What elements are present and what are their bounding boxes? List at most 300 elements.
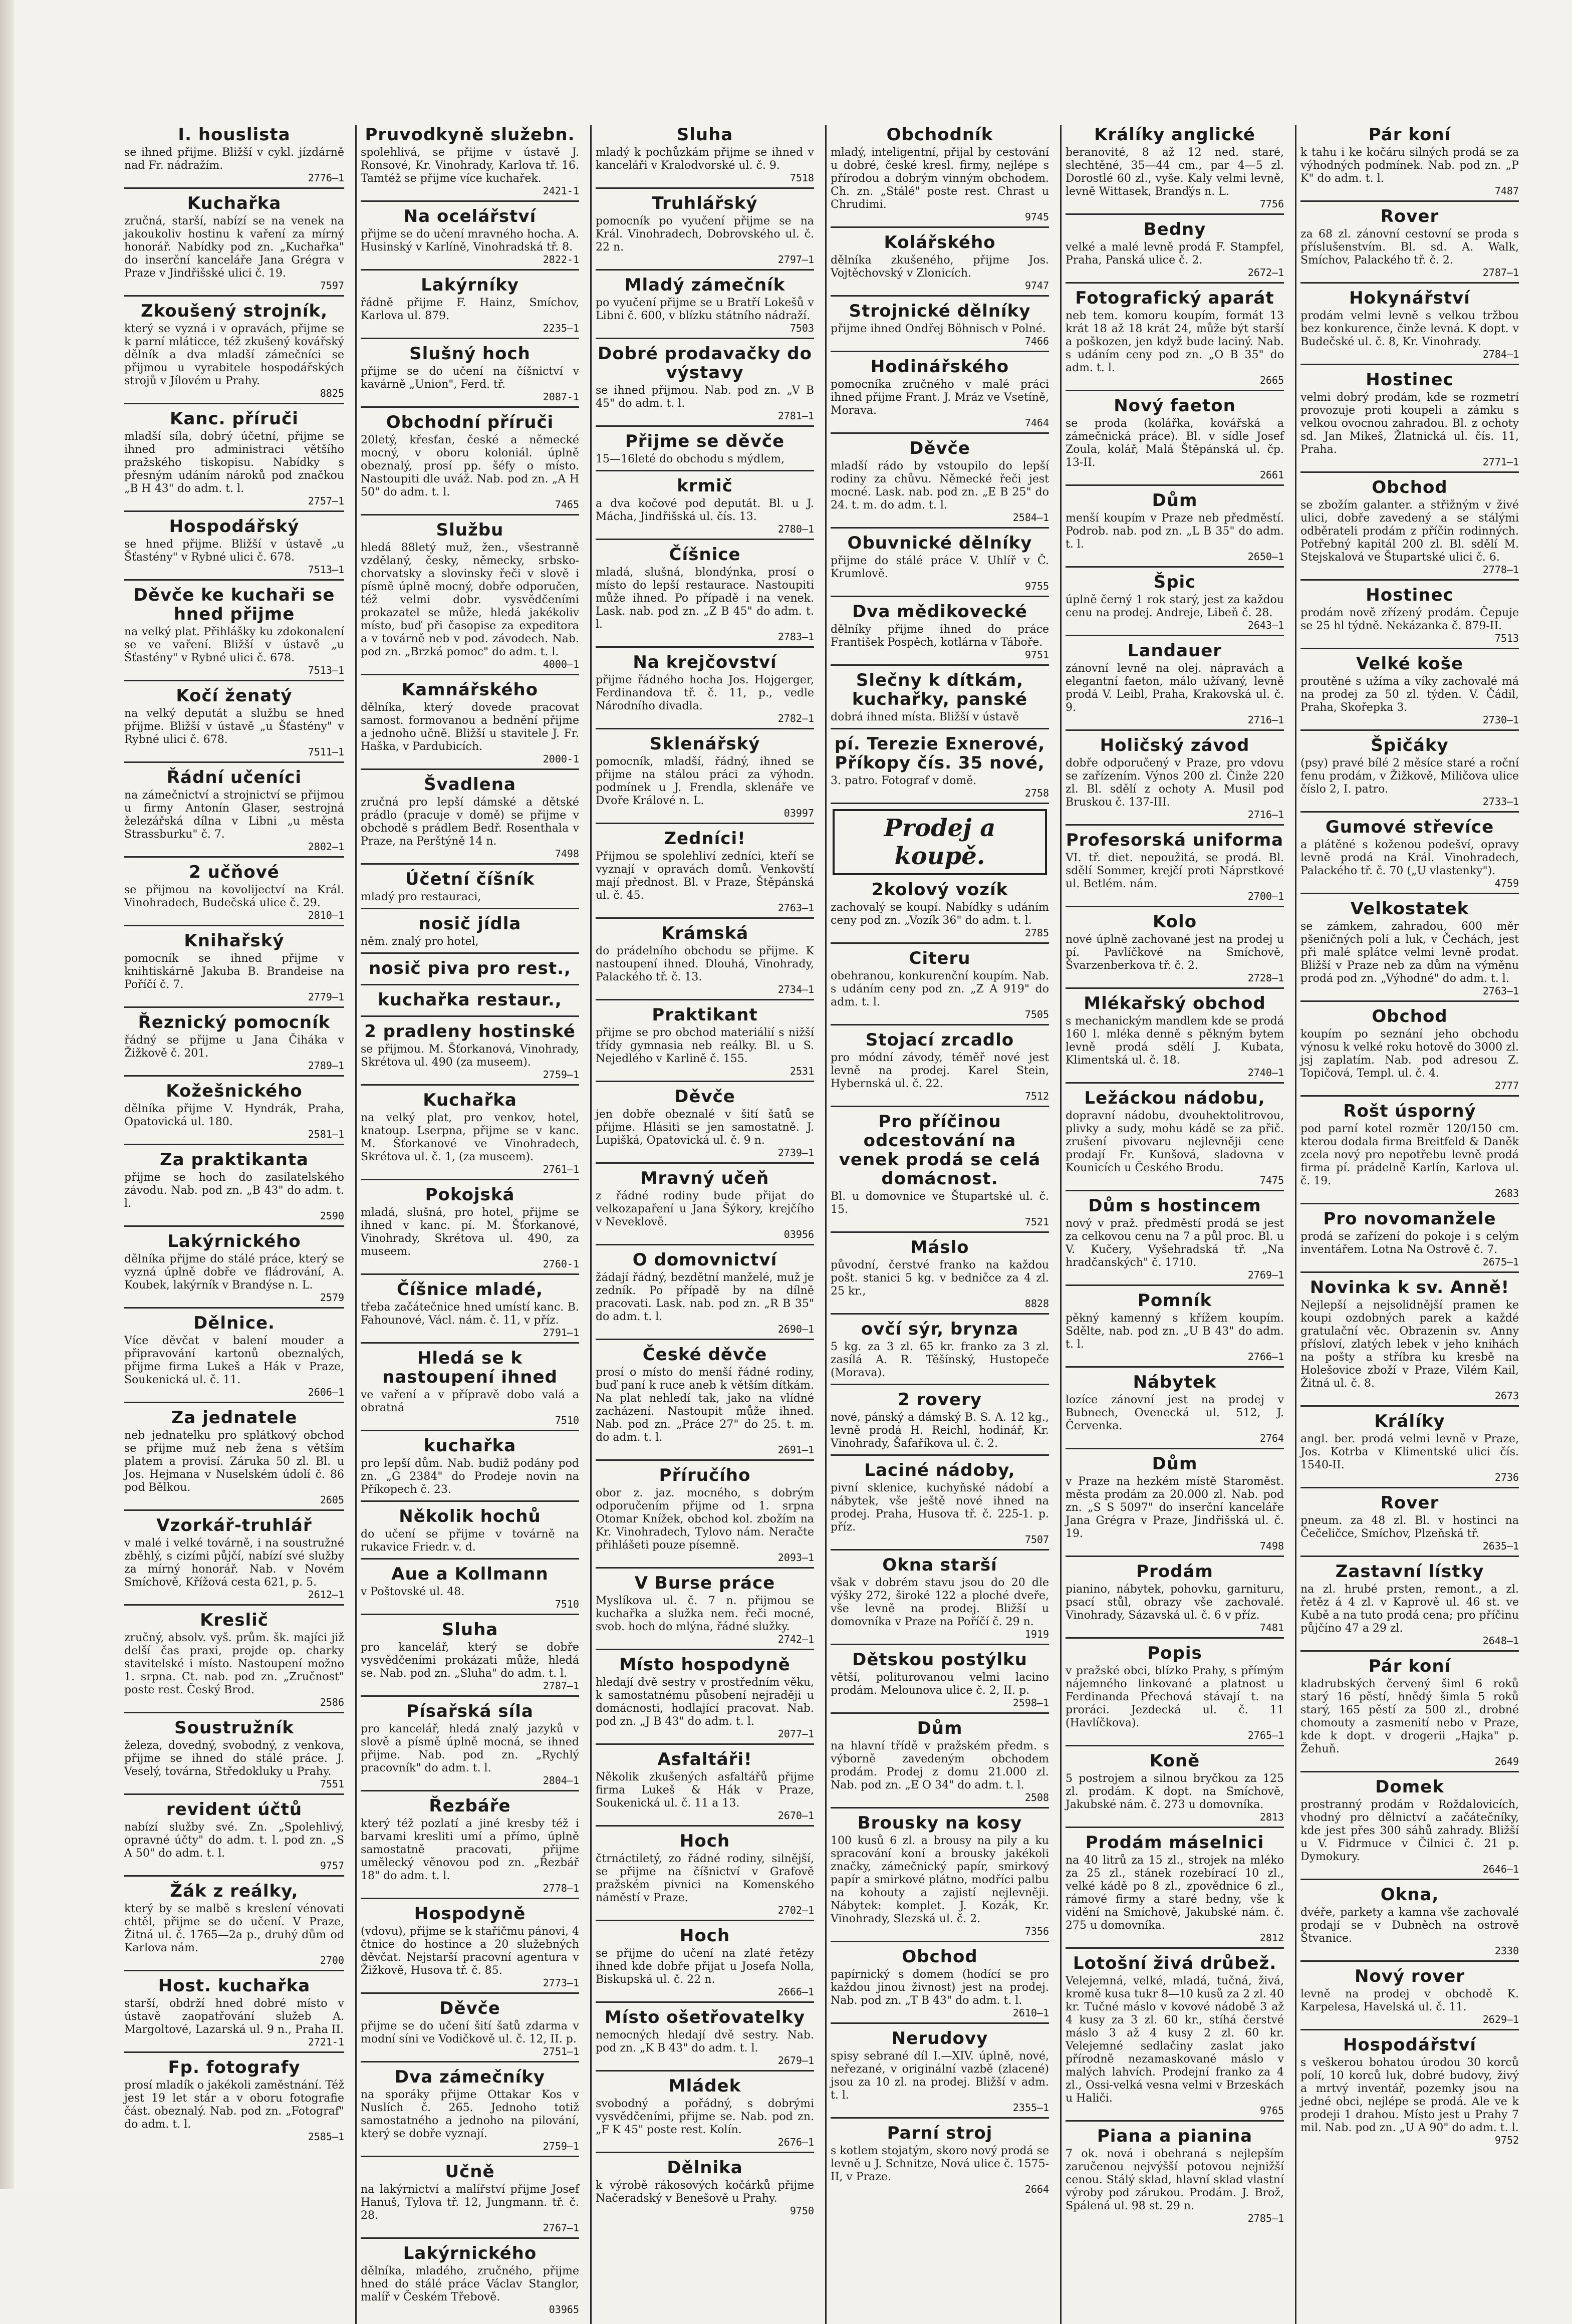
ad-reference-number: 7475 — [1259, 1174, 1284, 1186]
ad-body: dělníka, mladého, zručného, přijme hned do stálé práce Václav Stanglor, malíř v Českém Třebově. — [361, 2265, 579, 2303]
ad-reference-number: 2785 — [1024, 927, 1049, 939]
classified-ad — [1066, 1954, 1284, 2122]
classified-ad — [1066, 1196, 1284, 1286]
ad-reference-number: 2635—1 — [1482, 1540, 1519, 1552]
classified-ad — [1300, 1657, 1519, 1772]
ad-title: Mravný učeň — [640, 1168, 769, 1188]
ad-reference-number: 2093—1 — [777, 1552, 814, 1564]
ad-title: Knihařský — [184, 931, 285, 951]
ad-title: Novinka k sv. Anně! — [1309, 1277, 1510, 1298]
ad-title: Laciné nádoby, — [864, 1460, 1015, 1480]
ad-body: v Praze na hezkém místě Staroměst. města prodám za 20.000 zl. Nab. pod zn. „S S 5097" do inserční kanceláře Jana Grégra v Praze, Jindřišská ul. č. 19. — [1066, 1475, 1284, 1540]
ad-title: Hostinec — [1366, 370, 1454, 390]
section-heading: Prodej a koupě. — [884, 814, 996, 870]
ad-title: Krámská — [661, 923, 749, 943]
ad-reference-number: 2612—1 — [308, 1589, 344, 1601]
ad-title: Nový rover — [1354, 1966, 1465, 1986]
ad-body: úplně černý 1 rok starý, jest za každou cenu na prodej. Andreje, Libeň č. 28. — [1066, 594, 1284, 619]
ad-body: v malé i velké továrně, i na soustružné zběhlý, s cizími půjčí, nabízí své služby za mírný honorář. Nab. v Novém Smíchově, Křížová cesta 621, p. 5. — [124, 1537, 344, 1589]
ad-body: velké a malé levně prodá F. Stampfel, Praha, Panská ulice č. 2. — [1066, 241, 1284, 267]
ad-reference-number: 2679—1 — [777, 2054, 814, 2067]
classified-columns — [120, 125, 1523, 2315]
classified-ad — [124, 768, 344, 858]
ad-body: přijme se do učení mravného hocha. A. Husinský v Karlíně, Vinohradská tř. 8. — [361, 228, 579, 253]
column-6 — [1295, 125, 1523, 2324]
ad-title: Pár koní — [1368, 125, 1451, 145]
ad-body: neb tem. komoru koupím, formát 13 krát 18 až 18 krát 24, může být starší a poškozen, jen když bude laciný. Nab. s udáním ceny pod zn. „O B 35" do adm. t. l. — [1066, 310, 1284, 374]
ad-reference-number: 03956 — [783, 1228, 814, 1240]
ad-body: prodám nově zřízený prodám. Čepuje se 25 hl týdně. Nekázanka č. 879-II. — [1300, 607, 1519, 632]
classified-ad — [1300, 478, 1519, 581]
ad-title: Lakýrnického — [403, 2243, 537, 2263]
ad-body: ve vaření a v přípravě dobo valá a obratná — [361, 1389, 579, 1414]
classified-ad — [831, 1556, 1049, 1645]
ad-title: Ležáckou nádobu, — [1084, 1088, 1265, 1108]
ad-reference-number: 2661 — [1259, 469, 1284, 481]
ad-title: Kamnářského — [401, 680, 539, 700]
ad-title: Děvče — [674, 1087, 735, 1107]
classified-ad — [596, 1574, 814, 1650]
ad-body: v Poštovské ul. 48. — [361, 1586, 465, 1598]
ad-body: a plátěné s koženou podešví, opravy levně prodá na Král. Vinohradech, Palackého tř. č. 70 („U vlastenky"). — [1300, 839, 1519, 877]
classified-ad — [831, 2029, 1049, 2119]
ad-title: Kočí ženatý — [176, 686, 293, 706]
ad-title: Hospodářský — [169, 517, 300, 537]
ad-title: Zkoušený strojník, — [140, 301, 328, 321]
ad-title: Špičáky — [1371, 735, 1449, 755]
ad-reference-number: 2791—1 — [543, 1327, 579, 1339]
classified-ad — [831, 602, 1049, 666]
classified-ad — [831, 671, 1049, 729]
ad-body: z řádné rodiny bude přijat do velkozapaření u Jana Šýkory, krejčího v Neveklově. — [596, 1190, 814, 1228]
ad-reference-number: 2584—1 — [1012, 511, 1049, 524]
ad-body: dělníka přijme do stálé práce, který se vyzná úplně dobře ve fládrování, A. Koubek, lakýrník v Brandýse n. L. — [124, 1253, 344, 1292]
ad-title: Pro novomanžele — [1323, 1209, 1496, 1229]
ad-body: něm. znalý pro hotel, — [361, 935, 479, 948]
ad-body: neb jednatelku pro splátkový obchod se přijme muž neb žena s větším platem a provisí. Záruka 50 zl. Bl. u Jos. Hejmana v Nuselském údolí č. 86 pod Bělkou. — [124, 1429, 344, 1494]
classified-ad — [361, 1565, 579, 1615]
ad-reference-number: 2355—1 — [1012, 2102, 1049, 2114]
ad-body: 7 ok. nová i obehraná s nejlepším zaručenou nejvýšší potovou nejnižší cenou. Stálý sklad, hlavní sklad vlastní výroby pod zárukou. Prodám. J. Brož, Spálená ul. 98 st. 29 n. — [1066, 2148, 1284, 2212]
ad-reference-number: 7756 — [1259, 198, 1284, 210]
ad-title: Holičský závod — [1100, 735, 1250, 755]
ad-reference-number: 2673 — [1494, 1390, 1519, 1402]
ad-title: Mládek — [668, 2076, 741, 2096]
ad-body: přijme ihned Ondřej Böhnisch v Polné. — [831, 323, 1046, 335]
classified-ad — [596, 1466, 814, 1569]
ad-reference-number: 2581—1 — [308, 1128, 344, 1140]
ad-body: proutěné s užíma a víky zachovalé má na prodej za 50 zl. týden. V. Čádil, Praha, Skořepka 3. — [1300, 675, 1519, 714]
classified-ad — [1066, 1562, 1284, 1639]
ad-title: Obchod — [1372, 477, 1448, 497]
ad-body: se přijme do učení na zlaté řetězy ihned kde dobře přijat u Josefa Nolla, Biskupská ul. č. 22 n. — [596, 1947, 814, 1986]
ad-reference-number: 2766—1 — [1247, 1351, 1284, 1363]
ad-reference-number: 2700—1 — [1247, 890, 1284, 902]
ad-reference-number: 2665 — [1259, 374, 1284, 386]
ad-title: České děvče — [642, 1345, 767, 1365]
ad-reference-number: 7464 — [1024, 417, 1049, 429]
ad-title: Pruvodkyně služebn. — [365, 125, 575, 145]
classified-ad — [1066, 125, 1284, 215]
classified-ad — [361, 680, 579, 770]
ad-reference-number: 7498 — [1259, 1540, 1284, 1552]
classified-ad — [361, 2162, 579, 2239]
ad-body: žádají řádný, bezdětní manželé, muž je zedník. Po případě by na dílně pracovati. Lask. nab. pod zn. „R B 35" do adm. t. l. — [596, 1271, 814, 1323]
ad-body: obor z. jaz. mocného, s dobrým odporučením přijme od 1. srpna Otomar Knížek, obchod kol. zbožím na Kr. Vinohradech, Tylovo nám. Neračte přihlášeti pouze písemně. — [596, 1487, 814, 1552]
ad-body: koupím po seznání jeho obchodu výnosu k velké roku hotově do 3000 zl. jsj zaplatím. Nab. pod adresou Z. Topičová, Templ. ul. č. 4. — [1300, 1028, 1519, 1080]
classified-ad — [1066, 912, 1284, 989]
ad-title: Dům — [1152, 1454, 1198, 1474]
ad-reference-number: 2675—1 — [1482, 1256, 1519, 1268]
classified-ad — [596, 1750, 814, 1827]
classified-ad — [1066, 2127, 1284, 2228]
ad-title: Děvče — [909, 438, 970, 458]
classified-ad — [1066, 289, 1284, 391]
column-1 — [120, 125, 348, 2324]
classified-ad — [596, 432, 814, 471]
ad-title: V Burse práce — [634, 1573, 775, 1593]
classified-ad — [124, 1314, 344, 1403]
ad-body: prosí o místo do menší řádné rodiny, buď paní k ruce aneb k větším dítkám. Na plat nehledí tak, jako na vlídné zacházení. Nastoupit může ihned. Nab. pod zn. „Práce 27" do 25. t. m. do adm. t. l. — [596, 1366, 814, 1444]
ad-body: pomocník, mladší, řádný, ihned se přijme na stálou práci za výhodn. podmínek u J. Frendla, sklenáře ve Dvoře Králové n. L. — [596, 755, 814, 807]
ad-reference-number: 2716—1 — [1247, 714, 1284, 726]
classified-ad — [1066, 994, 1284, 1084]
ad-reference-number: 2776—1 — [308, 172, 344, 184]
ad-title: Profesorská uniforma — [1066, 830, 1284, 850]
ad-reference-number: 2087-1 — [543, 391, 579, 403]
classified-ad — [1300, 2035, 1519, 2150]
ad-body: přijme řádného hocha Jos. Hojgerger, Ferdinandova tř. č. 11, p., vedle Národního divadla. — [596, 674, 814, 712]
ad-body: řádný se přijme u Jana Čiháka v Žižkově č. 201. — [124, 1034, 344, 1060]
ad-title: Piana a pianina — [1097, 2126, 1253, 2146]
ad-title: Rošt úsporný — [1343, 1101, 1476, 1121]
ad-body: velmi dobrý prodám, kde se rozmetrí provozuje proti koupeli a zámku s velkou ovocnou zahradou. Bl. z ochoty sd. Jan Mikeš, Žlatnická ul. čís. 11, Praha. — [1300, 391, 1519, 456]
ad-title: Sklenářský — [649, 734, 760, 754]
ad-title: pí. Terezie Exnerové, Příkopy čís. 35 nové, — [834, 734, 1045, 773]
classified-ad — [596, 1005, 814, 1082]
ad-body: dělníka, který dovede pracovat samost. formovanou a bednění přijme a jednoho učně. Bližší u stavitele J. Fr. Haška, v Pardubicích. — [361, 701, 579, 753]
ad-title: Fp. fotografy — [168, 2057, 301, 2078]
classified-ad — [361, 344, 579, 408]
ad-body: nové, pánský a dámský B. S. A. 12 kg., levně prodá H. Reichl, hodinář, Kr. Vinohrady, Šafaříkova ul. č. 2. — [831, 1411, 1049, 1450]
classified-ad — [361, 276, 579, 339]
ad-reference-number: 2757—1 — [308, 495, 344, 507]
classified-ad — [361, 1620, 579, 1697]
ad-reference-number: 4759 — [1494, 877, 1519, 889]
ad-title: nosič jídla — [418, 914, 521, 934]
ad-reference-number: 9751 — [1024, 649, 1049, 661]
ad-title: Obchod — [902, 1947, 978, 1967]
ad-title: 2 pradleny hostinské — [364, 1021, 576, 1042]
ad-body: s veškerou bohatou úrodou 30 korců polí, 10 korců luk, dobré budovy, živý a mrtvý inventář, pozemky jsou na jedné obci, nejlépe se prodá. Ale ve k prodeji 1 drahou. Místo jest u Prahy 7 mil. Nab. pod zn. „U A 90" do adm. t. l. — [1300, 2056, 1519, 2134]
ad-reference-number: 2759—1 — [543, 1069, 579, 1081]
ad-body: dělníka zkušeného, přijme Jos. Vojtěchovský v Zlonicích. — [831, 254, 1049, 280]
ad-body: na sporáky přijme Ottakar Kos v Nuslích č. 265. Jednoho totiž samostatného a jednoho na pilování, který se dobře vyznají. — [361, 2089, 579, 2140]
ad-title: Žák z reálky, — [170, 1881, 299, 1901]
ad-reference-number: 2648—1 — [1482, 1635, 1519, 1647]
ad-title: Hospodářství — [1343, 2035, 1477, 2055]
ad-body: přijme se hoch do zasilatelského závodu. Nab. pod zn. „B 43" do adm. t. l. — [124, 1171, 344, 1210]
ad-title: krmič — [677, 476, 733, 496]
ad-reference-number: 2676—1 — [777, 2136, 814, 2148]
ad-reference-number: 2579 — [320, 1292, 344, 1304]
classified-ad — [596, 125, 814, 189]
ad-body: dělníky přijme ihned do práce František Pospěch, kotlárna v Táboře. — [831, 623, 1049, 649]
ad-reference-number: 2813 — [1259, 1811, 1284, 1823]
ad-body: hledá 88letý muž, žen., všestranně vzdělaný, česky, německy, srbsko-chorvatsky a slovinsky řeči v slově i písmě úplně mocný, dobře odporučen, též velmi dobr. vysvědčeními prokazatel se může, hledá jakékoliv místo, buď při časopise za expeditora a v továrně neb v pod. závodech. Nab. pod zn. „Brzká pomoc" do adm. t. l. — [361, 542, 579, 658]
classified-ad — [124, 517, 344, 581]
classified-ad — [596, 276, 814, 339]
ad-body: zručný, absolv. vyš. prům. šk. majíci již delší čas praxi, projde op. charky stavitelské i místo. Nastoupení možno 1. srpna. Ct. nab. pod zn. „Zručnost" poste rest. Český Brod. — [124, 1632, 344, 1696]
ad-body: k tahu i ke kočáru silných prodá se za výhodných podmínek. Nab. pod zn. „P K" do adm. t. l. — [1300, 146, 1519, 185]
section-heading-box — [833, 809, 1047, 875]
ad-body: dělníka přijme V. Hyndrák, Praha, Opatovická ul. 180. — [124, 1103, 344, 1128]
classified-ad — [1300, 1885, 1519, 1962]
ad-reference-number: 2758 — [1024, 787, 1049, 799]
column-5 — [1060, 125, 1288, 2324]
ad-body: beranovité, 8 až 12 ned. staré, slechtěné, 35—44 cm., par 4—5 zl. Dorostlé 60 zl., vyše. Kaly velmi levně, levně Wittasek, Branďýs n. L. — [1066, 146, 1284, 198]
ad-title: Okna, — [1380, 1885, 1439, 1905]
ad-reference-number: 7487 — [1494, 185, 1519, 197]
ad-body: pivní sklenice, kuchyňské nádobí a nábytek, vše ještě nové ihned na prodej. Praha, Husova tř. č. 225-1. p. příz. — [831, 1482, 1049, 1533]
ad-title: Na krejčovství — [633, 652, 777, 672]
ad-reference-number: 9747 — [1024, 280, 1049, 292]
ad-title: Strojnické dělníky — [849, 301, 1031, 321]
ad-reference-number: 7505 — [1024, 1008, 1049, 1020]
classified-ad — [1066, 1454, 1284, 1557]
ad-body: Přijmou se spolehliví zedníci, kteří se vyznají v opravách domů. Venkovští mají přednost. Bl. v Praze, Štěpánská ul. č. 45. — [596, 850, 814, 902]
ad-title: O domovnictví — [632, 1250, 777, 1270]
ad-title: Kolářského — [884, 232, 996, 252]
ad-body: se zámkem, zahradou, 600 měr pšeničných polí a luk, v Čechách, jest při malé splátce velmi levně prodat. Bližší v Praze neb za dům na výměnu prodá pod zn. „Výhodné" do adm. t. l. — [1300, 920, 1519, 985]
ad-body: nabízí služby své. Zn. „Spolehlivý, opravné účty" do adm. t. l. pod zn. „S A 50" do adm. t. l. — [124, 1821, 344, 1860]
ad-title: Host. kuchařka — [158, 1976, 311, 1996]
ad-reference-number: 03965 — [549, 2303, 579, 2315]
column-3 — [590, 125, 818, 2324]
ad-body: který se vyzná i v opravách, přijme se k parní mláticce, též zkušený kovářský dělník a dva mladší zámečníci se přijmou u vyrabitele hospodářských strojů v Jílovém u Prahy. — [124, 323, 344, 387]
ad-reference-number: 2822-1 — [543, 253, 579, 266]
classified-ad — [124, 931, 344, 1008]
classified-ad — [831, 2124, 1049, 2199]
page-binding-edge — [0, 0, 14, 2189]
classified-ad — [831, 1030, 1049, 1107]
ad-body: na velký deputát a službu se hned přijme. Bližší v ústavě „u Šťastény" v Rybné ulici č. 678. — [124, 707, 344, 746]
classified-ad — [124, 194, 344, 297]
ad-reference-number: 7510 — [555, 1414, 579, 1426]
classified-ad — [1300, 1412, 1519, 1488]
classified-ad — [361, 990, 579, 1017]
ad-reference-number: 7466 — [1024, 335, 1049, 347]
ad-title: Sluha — [676, 125, 733, 145]
ad-title: Nový faeton — [1114, 396, 1236, 416]
ad-body: pod parní kotel rozměr 120/150 cm. kterou dodala firma Breitfeld & Daněk zcela nový pro nepotřebu levně prodá firma pí. prádelně Karlín, Karlova ul. č. 19. — [1300, 1123, 1519, 1187]
ad-title: Kuchařka — [187, 193, 282, 213]
ad-reference-number: 2742—1 — [777, 1633, 814, 1645]
ad-reference-number: 2780—1 — [777, 523, 814, 535]
ad-reference-number: 2804—1 — [543, 1774, 579, 1786]
ad-body: větší, politurovanou velmi lacino prodám. Melounova ulice č. 2, II. p. — [831, 1671, 1049, 1697]
ad-title: Službu — [436, 520, 504, 540]
ad-body: na velký plat. Přihlášky ku zdokonalení se ve vaření. Bližší v ústavě „u Šťastény" v Rybné ulici č. 678. — [124, 626, 344, 664]
ad-reference-number: 7356 — [1024, 1925, 1049, 1937]
ad-body: po vyučení přijme se u Bratří Lokešů v Libni č. 600, v blízku státního nádraží. — [596, 297, 814, 322]
classified-ad — [596, 653, 814, 729]
ad-body: zručná, starší, nabízí se na venek na jakoukoliv hostinu k vaření za mírný honorář. Nabídky pod zn. „Kuchařka" do inserční kanceláře Jana Grégra v Praze v Jindřišské ulici č. 19. — [124, 215, 344, 280]
ad-body: pianino, nábytek, pohovku, garnituru, psací stůl, obrazy vše zachovalé. Vinohrady, Sázavská ul. č. 6 v příz. — [1066, 1583, 1284, 1622]
classified-ad — [1300, 1493, 1519, 1557]
ad-title: revident účtů — [166, 1799, 303, 1820]
ad-reference-number: 2606—1 — [308, 1386, 344, 1398]
ad-title: Sluha — [441, 1620, 498, 1640]
ad-reference-number: 2586 — [320, 1696, 344, 1708]
ad-reference-number: 7507 — [1024, 1533, 1049, 1545]
classified-ad — [361, 521, 579, 675]
ad-title: Číšnice — [669, 545, 741, 565]
ad-body: k výrobě rákosových kočárků přijme Načeradský v Benešově u Prahy. — [596, 2179, 814, 2205]
ad-body: pro módní závody, téměř nové jest levně na prodej. Karel Stein, Hybernská ul. č. 22. — [831, 1052, 1049, 1090]
classified-ad — [361, 1185, 579, 1275]
ad-body: zánovní levně na olej. nápravách a elegantní faeton, málo užívaný, levně prodá V. Leibl, Praha, Krakovská ul. č. 9. — [1066, 662, 1284, 714]
ad-title: Kuchařka — [423, 1090, 517, 1110]
ad-title: Hledá se k nastoupení ihned — [382, 1348, 558, 1387]
ad-title: Příručího — [659, 1465, 751, 1485]
ad-reference-number: 2629—1 — [1482, 2013, 1519, 2025]
ad-reference-number: 2531 — [790, 1065, 814, 1077]
ad-body: dvéře, parkety a kamna vše zachovalé prodají se v Dubněch na ostrově Štvanice. — [1300, 1906, 1519, 1945]
ad-title: Praktikant — [652, 1005, 758, 1025]
classified-ad — [124, 686, 344, 763]
ad-reference-number: 2771—1 — [1482, 456, 1519, 468]
ad-body: se přijmou. M. Šťorkanová, Vinohrady, Skrétova ul. 490 (za museem). — [361, 1043, 579, 1069]
classified-ad — [596, 344, 814, 427]
ad-title: Dětskou postýlku — [852, 1650, 1027, 1670]
ad-reference-number: 2700 — [320, 1954, 344, 1966]
ad-title: Pomník — [1137, 1290, 1212, 1311]
ad-title: Hoch — [679, 1831, 730, 1851]
ad-title: Dělnika — [667, 2158, 743, 2178]
ad-reference-number: 2733—1 — [1482, 796, 1519, 808]
classified-ad — [1300, 818, 1519, 894]
ad-body: starší, obdrží hned dobré místo v ústavě zaopatřování služeb A. Margoltové, Lazarská ul. 9 n., Praha II. — [124, 1997, 344, 2036]
ad-reference-number: 2778—1 — [543, 1882, 579, 1894]
classified-ad — [1300, 125, 1519, 202]
ad-body: mladá, slušná, pro hotel, přijme se ihned v kanc. pí. M. Šťorkanové, Vinohrady, Skrétova ul. 490, za museem. — [361, 1206, 579, 1258]
classified-ad — [361, 1022, 579, 1086]
ad-reference-number: 2508 — [1024, 1791, 1049, 1803]
classified-ad — [1300, 1967, 1519, 2030]
ad-title: kuchařka restaur., — [378, 990, 562, 1010]
classified-ad — [361, 2068, 579, 2157]
ad-title: Kolo — [1152, 912, 1197, 932]
ad-body: pomocníka zručného v malé práci ihned přijme Frant. J. Mráz ve Vsetíně, Morava. — [831, 378, 1049, 417]
ad-title: Popis — [1147, 1643, 1202, 1663]
classified-ad — [596, 2158, 814, 2220]
classified-ad — [124, 1976, 344, 2053]
ad-body: pěkný kamenný s křížem koupím. Sdělte, nab. pod zn. „U B 43" do adm. t. l. — [1066, 1312, 1284, 1351]
ad-reference-number: 8828 — [1024, 1298, 1049, 1310]
ad-title: Dům s hostincem — [1088, 1196, 1261, 1216]
classified-ad — [1066, 573, 1284, 636]
ad-body: mladší rádo by vstoupilo do lepší rodiny za chůvu. Německé řeči jest mocné. Lask. nab. pod zn. „E B 25" do 24. t. m. do adm. t. l. — [831, 460, 1049, 511]
ad-reference-number: 2765—1 — [1247, 1729, 1284, 1741]
ad-body: kladrubských červený šiml 6 roků starý 16 pěstí, hnědý šimla 5 roků starý, 165 pěstí za 500 zl., drobné chomouty a zasmenití nebo v Praze, kde k dopt. v drogerii „Hajka" p. Žehuň. — [1300, 1678, 1519, 1755]
ad-title: Švadlena — [424, 774, 516, 795]
ad-reference-number: 7465 — [555, 498, 579, 510]
ad-reference-number: 7521 — [1024, 1216, 1049, 1228]
ad-title: Králíky — [1374, 1411, 1445, 1431]
classified-ad — [361, 1999, 579, 2062]
ad-reference-number: 2670—1 — [777, 1810, 814, 1822]
classified-ad — [124, 1882, 344, 1971]
ad-reference-number: 2421-1 — [543, 185, 579, 197]
ad-title: Dva zámečníky — [394, 2067, 546, 2087]
ad-title: Koně — [1149, 1751, 1200, 1771]
ad-body: Myslíkova ul. č. 7 n. přijmou se kuchařka a služka nem. řeči mocné, svob. hoch do mlýna, řádné služky. — [596, 1595, 814, 1633]
classified-ad — [831, 1650, 1049, 1714]
classified-ad — [361, 914, 579, 954]
ad-body: na 40 litrů za 15 zl., strojek na mléko za 25 zl., stánek rozebírací 10 zl., velké kádě po 8 zl., zpovědnice 6 zl., rámové firmy a staré bedny, vše k vidění na Smíchově, Jakubské nám. č. 275 u domovníka. — [1066, 1854, 1284, 1932]
ad-title: Máslo — [910, 1237, 969, 1257]
classified-ad — [124, 302, 344, 404]
classified-ad — [1066, 641, 1284, 731]
classified-ad — [1066, 831, 1284, 907]
ad-reference-number: 2783—1 — [777, 631, 814, 643]
ad-title: Zastavní lístky — [1335, 1562, 1484, 1582]
classified-ad — [124, 1718, 344, 1795]
ad-body: se přijmou na kovolijectví na Král. Vinohradech, Budečská ulice č. 29. — [124, 884, 344, 909]
classified-ad — [596, 2008, 814, 2072]
ad-reference-number: 2702—1 — [777, 1904, 814, 1916]
classified-ad — [831, 1719, 1049, 1809]
ad-title: 2 učňové — [189, 862, 280, 882]
ad-title: Lakýrníky — [421, 275, 519, 295]
ad-reference-number: 2650—1 — [1247, 551, 1284, 563]
ad-body: hledají dvě sestry v prostředním věku, k samostatnému působení nejraději u domácnosti, hodlající pracovat. Nab. pod zn. „J B 43" do adm. t. l. — [596, 1676, 814, 1728]
ad-reference-number: 2740—1 — [1247, 1067, 1284, 1079]
ad-reference-number: 2763—1 — [777, 902, 814, 914]
ad-title: Stojací zrcadlo — [865, 1030, 1014, 1050]
ad-title: kuchařka — [423, 1436, 516, 1456]
ad-reference-number: 2598—1 — [1012, 1697, 1049, 1709]
ad-body: Několik zkušených asfaltářů přijme firma Lukeš & Hák v Praze, Soukenická ul. č. 11 a 13. — [596, 1771, 814, 1810]
ad-reference-number: 2787—1 — [1482, 267, 1519, 279]
ad-body: v pražské obci, blízko Prahy, s přímým nájemného linkované a platnost u Ferdinanda Přechová stávají t. na proráci. Jezdecká ul. č. 11 (Havlíčkova). — [1066, 1665, 1284, 1729]
ad-reference-number: 2778—1 — [1482, 564, 1519, 576]
ad-title: Nábytek — [1133, 1372, 1217, 1392]
ad-reference-number: 9750 — [790, 2205, 814, 2217]
ad-body: VI. tř. diet. nepoužitá, se prodá. Bl. sdělí Sommer, krejčí proti Náprstkové ul. Betlém. nám. — [1066, 852, 1284, 890]
classified-ad — [1300, 1007, 1519, 1097]
ad-title: Špic — [1153, 572, 1196, 592]
ad-reference-number: 2777 — [1494, 1080, 1519, 1092]
ad-body: dobře odporučený v Praze, pro vdovu se zařízením. Výnos 200 zl. Činže 220 zl. Bl. sdělí z ochoty A. Musil pod Bruskou č. 137-III. — [1066, 757, 1284, 809]
ad-reference-number: 2666—1 — [777, 1986, 814, 1998]
ad-title: Hospodyně — [414, 1904, 526, 1924]
ad-reference-number: 2736 — [1494, 1471, 1519, 1483]
ad-reference-number: 4000—1 — [543, 658, 579, 670]
classified-ad — [1066, 396, 1284, 486]
ad-body: na lakýrnictví a malířství přijme Josef Hanuš, Tylova tř. 12, Jungmann. tř. č. 28. — [361, 2183, 579, 2222]
classified-ad — [596, 734, 814, 824]
ad-title: 2 rovery — [898, 1390, 982, 1410]
ad-body: do prádelního obchodu se přijme. K nastoupení ihned. Dlouhá, Vinohrady, Palackého tř. č. 13. — [596, 945, 814, 983]
classified-ad — [361, 775, 579, 865]
ad-title: Okna starší — [882, 1555, 997, 1575]
classified-ad — [1300, 586, 1519, 649]
ad-body: jen dobře obeznalé v šití šatů se přijme. Hlásiti se jen samostatně. J. Lupišká, Opatovická ul. č. 9 n. — [596, 1108, 814, 1147]
ad-body: prodám velmi levně s velkou tržbou bez konkurence, činže levná. K dopt. v Budečské ul. č. 8, Kr. Vinohrady. — [1300, 310, 1519, 348]
ad-body: pro kancelář, hledá znalý jazyků v slově a písmě úplně mocná, se ihned přijme. Nab. pod zn. „Rychlý pracovník" do adm. t. l. — [361, 1723, 579, 1774]
